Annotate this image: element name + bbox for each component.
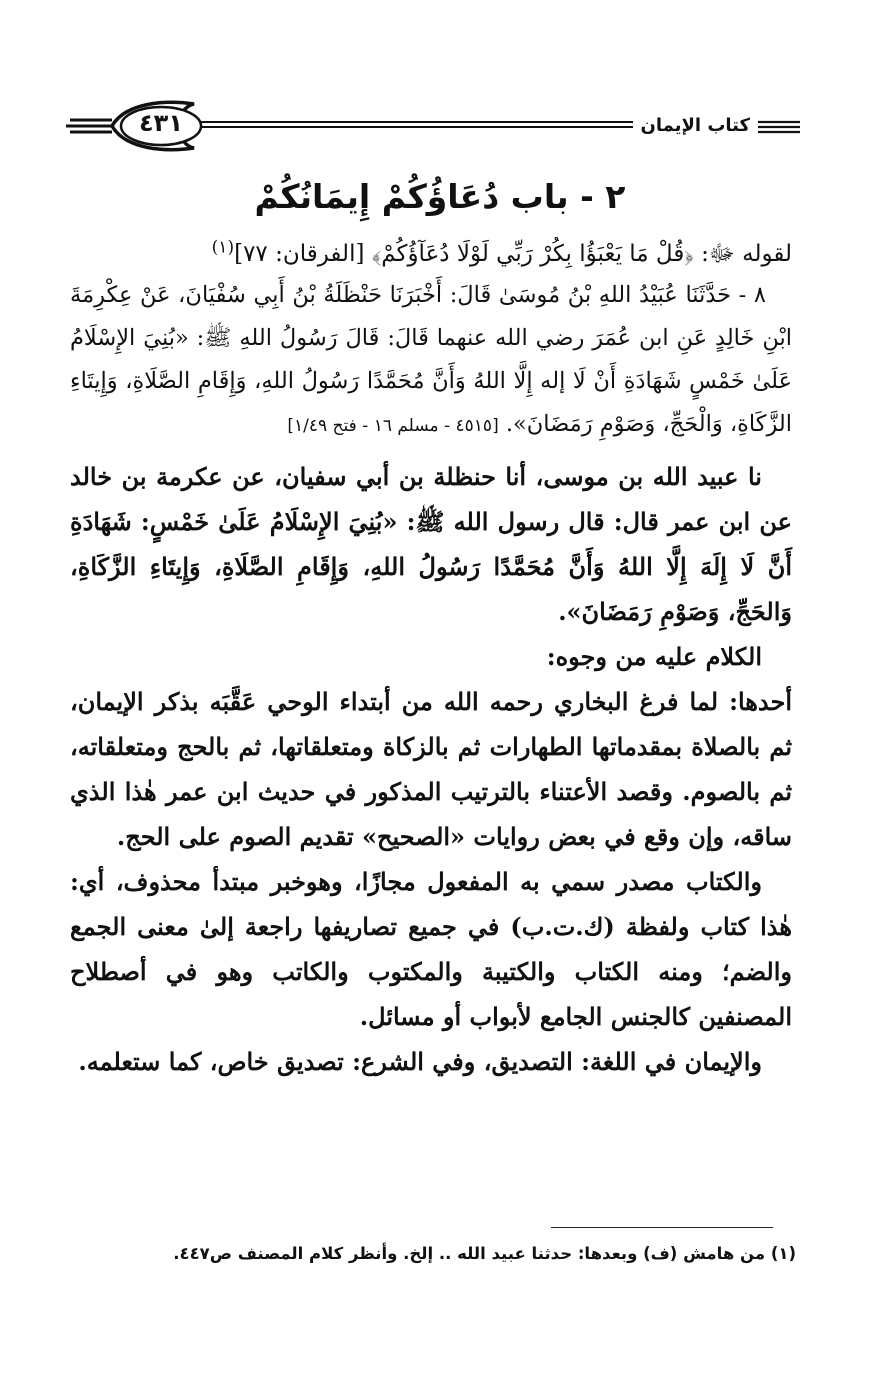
commentary-iman: والإيمان في اللغة: التصديق، وفي الشرع: تصديق خاص، كما ستعلمه. — [78, 1047, 762, 1076]
page-number: ٤٣١ — [139, 109, 183, 137]
footnote-reference: (١) — [211, 237, 235, 258]
quran-verse-line — [70, 234, 792, 274]
commentary-kitab: والكتاب مصدر سمي به المفعول مجازًا، وهوخبر مبتدأ محذوف، أي: هٰذا كتاب ولفظة (ك.ت.ب) في جميع تصاريفها راجعة إلىٰ معنى الجمع والضم؛ ومنه الكتاب والكتيبة والمكتوب والكاتب وهو في أصطلاح المصنفين كالجنس الجامع لأبواب أو مسائل. — [70, 867, 793, 1031]
running-header — [66, 98, 800, 154]
main-text — [70, 234, 792, 1084]
commentary-isnad: نا عبيد الله بن موسى، أنا حنظلة بن أبي سفيان، عن عكرمة بن خالد عن ابن عمر قال: قال رسول الله ﷺ: «بُنِيَ الإِسْلَامُ عَلَىٰ خَمْسٍ: شَهَادَةِ أَنَّ لَا إِلَهَ إِلَّا اللهُ وَأَنَّ مُحَمَّدًا رَسُولُ اللهِ، وَإِقَامِ الصَّلَاةِ، وَإِيتَاءِ الزَّكَاةِ، وَالحَجِّ، وَصَوْمِ رَمَضَانَ». — [70, 462, 792, 626]
commentary-intro: الكلام عليه من وجوه: — [546, 642, 762, 671]
hadith-text — [70, 274, 792, 448]
hadith-source: [٤٥١٥ - مسلم ١٦ - فتح ١/٤٩] — [287, 416, 499, 436]
footnote-divider — [551, 1227, 773, 1228]
footnote: (١) من هامش (ف) وبعدها: حدثنا عبيد الله .. إلخ. وأنظر كلام المصنف ص٤٤٧. — [173, 1244, 796, 1263]
first-point-text: لما فرغ البخاري رحمه الله من أبتداء الوحي عَقَّبَه بذكر الإيمان، ثم بالصلاة بمقدماتها الطهارات ثم بالزكاة ومتعلقاتها، ثم بالحج ومتعلقاته، ثم بالصوم. وقصد الأعتناء بالترتيب المذكور في حديث ابن عمر هٰذا الذي ساقه، وإن وقع في بعض روايات «الصحيح» تقديم الصوم على الحج. — [70, 687, 792, 851]
book-title: كتاب الإيمان — [633, 114, 758, 138]
verse-text: لقوله ﷻ: ﴿قُلْ مَا يَعْبَؤُا بِكُرْ رَبِّي لَوْلَا دُعَآؤُكُمْ﴾ [الفرقان: ٧٧] — [234, 241, 792, 267]
first-point-lead: أحدها: — [729, 687, 793, 716]
commentary-first-point — [70, 679, 792, 859]
chapter-title: ٢ - باب دُعَاؤُكُمْ إِيمَانُكُمْ — [254, 177, 626, 216]
hadith-body: ٨ - حَدَّثَنَا عُبَيْدُ اللهِ بْنُ مُوسَىٰ قَالَ: أَخْبَرَنَا حَنْظَلَةُ بْنُ أَبِي سُفْيَانَ، عَنْ عِكْرِمَةَ ابْنِ خَالِدٍ عَنِ ابن عُمَرَ رضي الله عنهما قَالَ: قَالَ رَسُولُ اللهِ ﷺ: «بُنِيَ الإِسْلَامُ عَلَىٰ خَمْسٍ شَهَادَةِ أَنْ لَا إله إِلَّا اللهُ وَأَنَّ مُحَمَّدًا رَسُولُ اللهِ، وَإِقَامِ الصَّلَاةِ، وَإِيتَاءِ الزَّكَاةِ، وَالْحَجِّ، وَصَوْمِ رَمَضَانَ». — [70, 282, 792, 437]
